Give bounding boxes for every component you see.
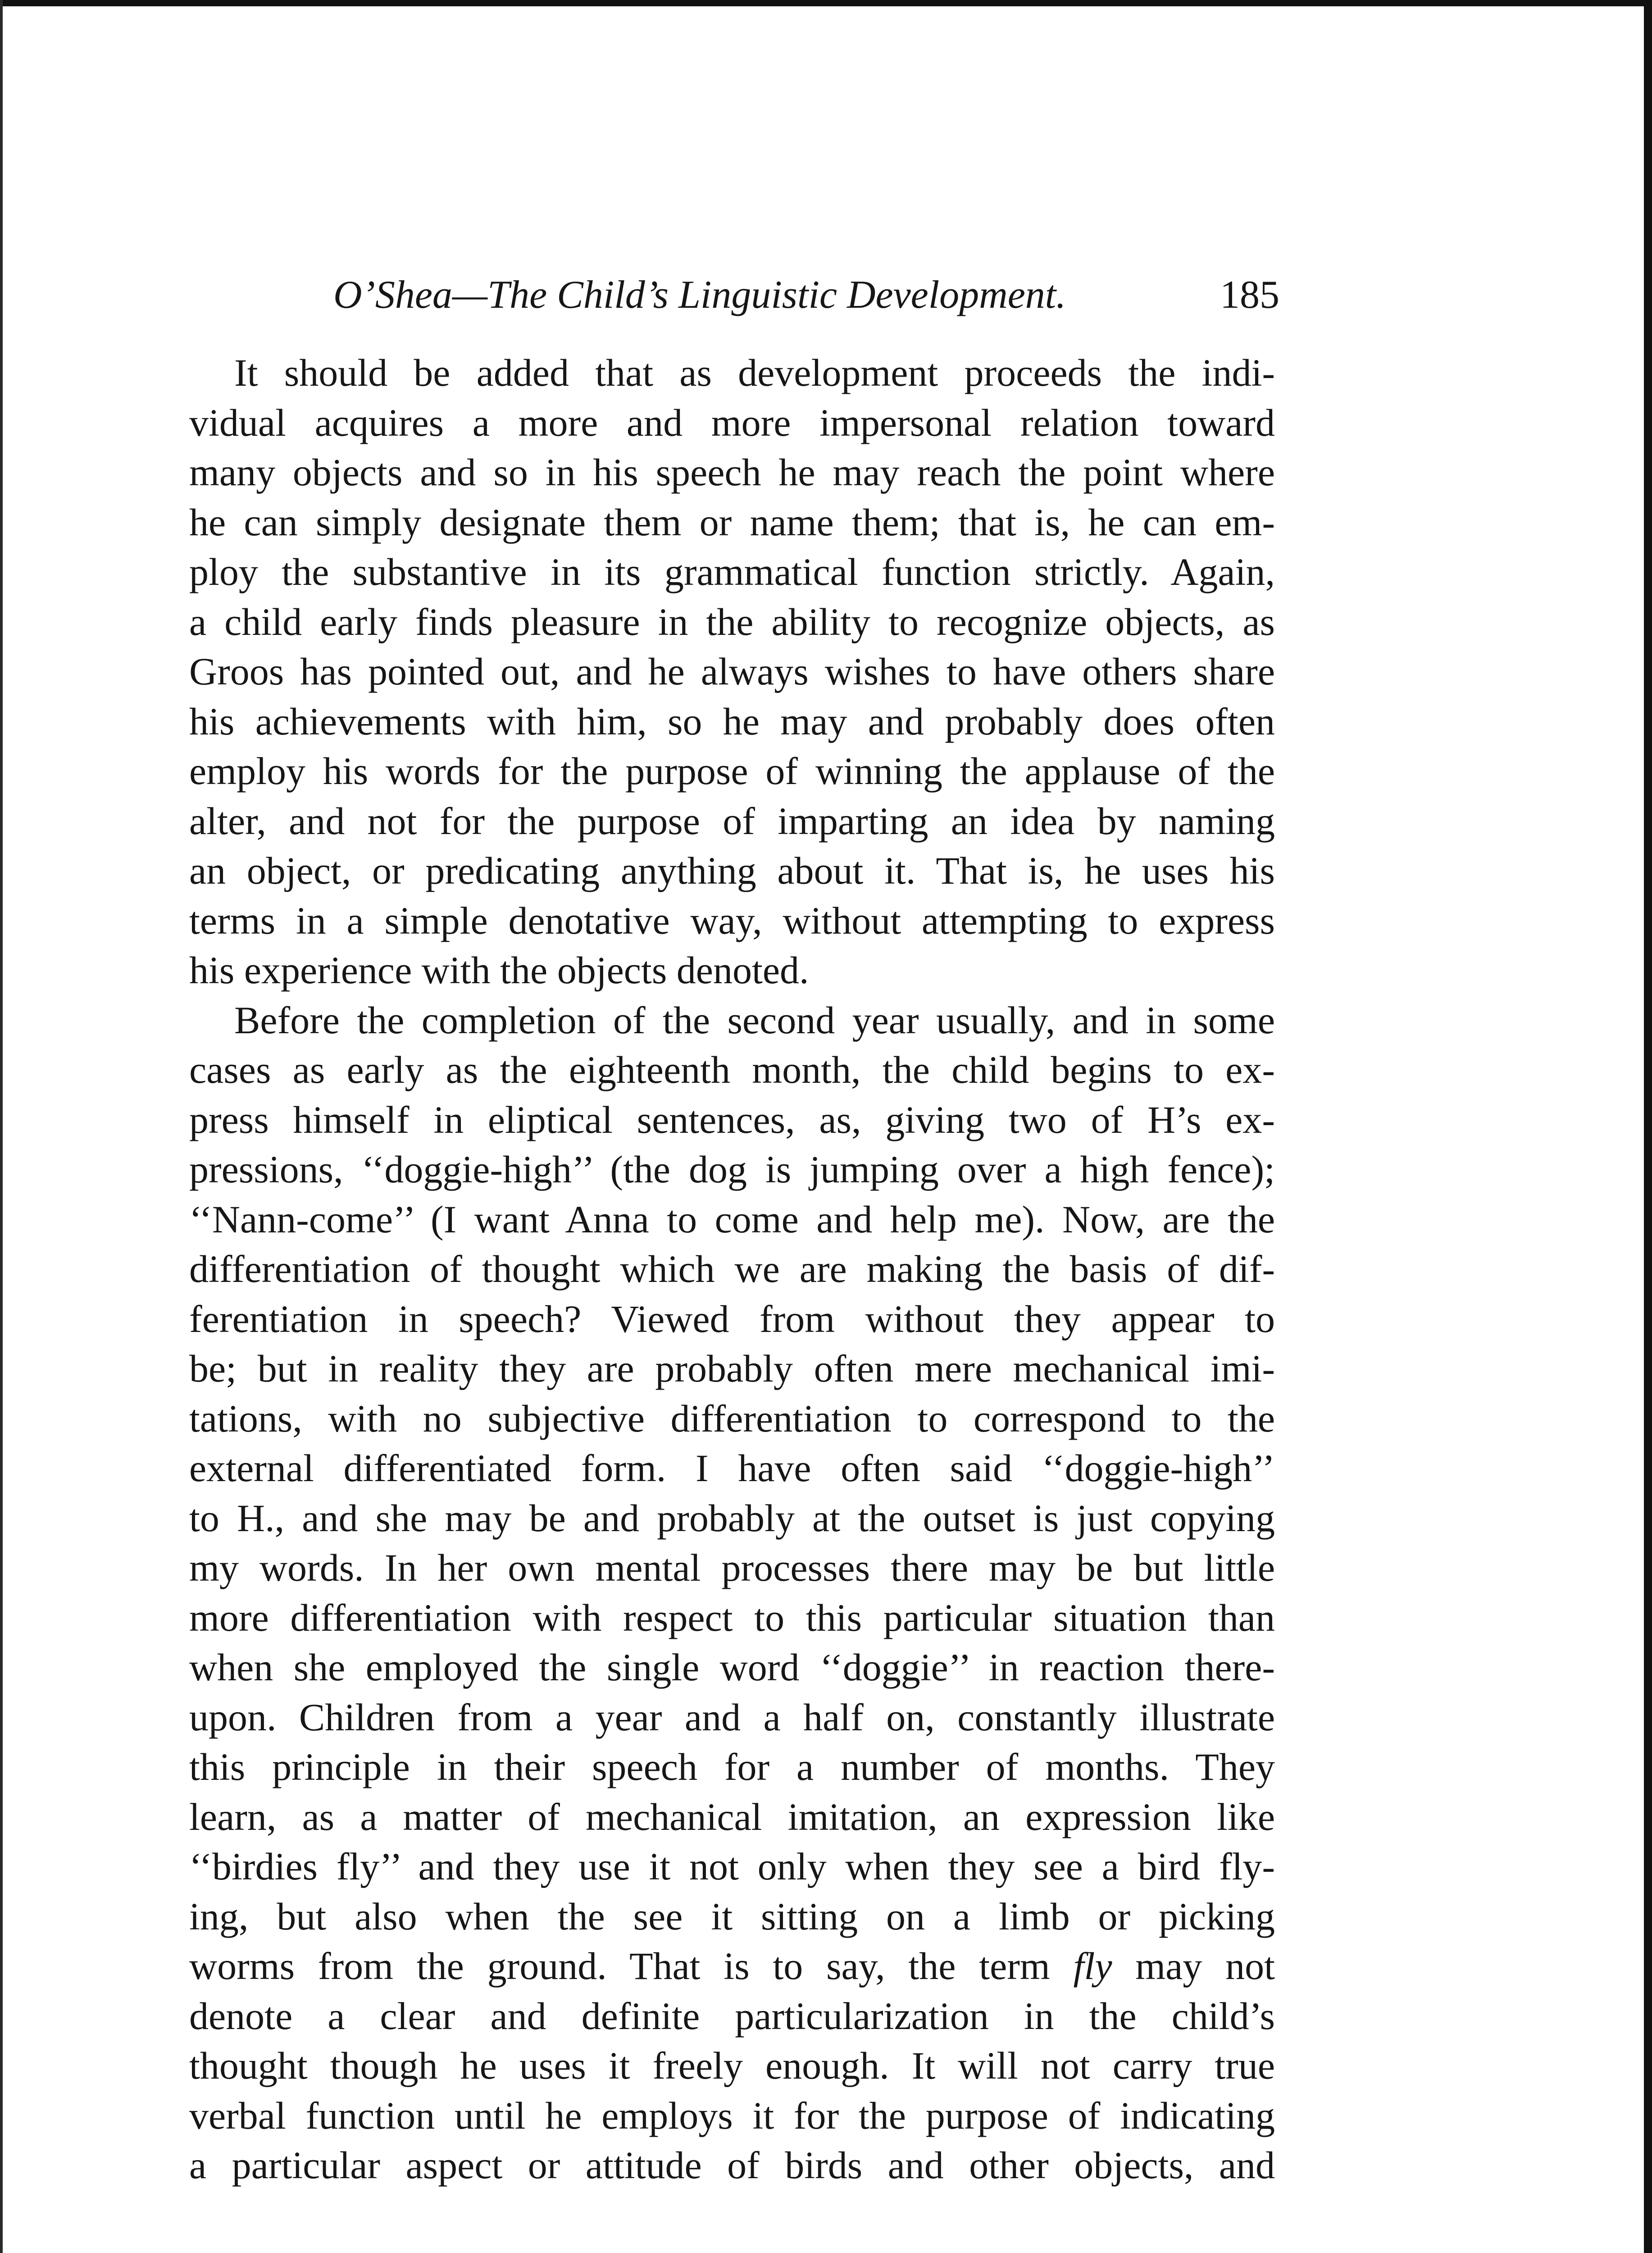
body-text: [189, 348, 1275, 2190]
text-line: his achievements with him, so he may and probably does often: [189, 699, 1275, 743]
text-line: differentiation of thought which we are making the basis of dif-: [189, 1247, 1275, 1291]
text-line: terms in a simple denotative way, without attempting to express: [189, 898, 1275, 942]
text-line: press himself in eliptical sentences, as, giving two of H’s ex-: [189, 1098, 1275, 1141]
text-line: be; but in reality they are probably often mere mechanical imi-: [189, 1347, 1275, 1390]
text-line: this principle in their speech for a number of months. They: [189, 1745, 1275, 1788]
text-line: more differentiation with respect to this particular situation than: [189, 1596, 1275, 1639]
text-line: my words. In her own mental processes there may be but little: [189, 1546, 1275, 1589]
text-line-with-italic: [189, 1941, 1275, 1991]
text-fragment: worms from the ground. That is to say, the term: [189, 1944, 1074, 1988]
text-line: upon. Children from a year and a half on, constantly illustrate: [189, 1695, 1275, 1739]
scan-edge-top: [0, 0, 1652, 6]
italic-term: fly: [1073, 1944, 1112, 1988]
text-line: denote a clear and definite particularization in the child’s: [189, 1994, 1275, 2038]
scan-edge-right: [1644, 0, 1652, 2253]
text-line: ‘‘Nann-come’’ (I want Anna to come and help me). Now, are the: [189, 1197, 1275, 1241]
text-line: he can simply designate them or name them; that is, he can em-: [189, 500, 1275, 544]
text-line: an object, or predicating anything about it. That is, he uses his: [189, 849, 1275, 892]
text-line: a particular aspect or attitude of birds and other objects, and: [189, 2144, 1275, 2187]
text-line: Before the completion of the second year usually, and in some: [234, 998, 1275, 1042]
text-line: vidual acquires a more and more impersonal relation toward: [189, 401, 1275, 444]
text-fragment: may not: [1112, 1944, 1275, 1988]
text-line: ploy the substantive in its grammatical function strictly. Again,: [189, 550, 1275, 593]
page-number: 185: [1220, 273, 1279, 317]
text-line: ‘‘birdies fly’’ and they use it not only when they see a bird fly-: [189, 1845, 1275, 1888]
text-line: pressions, ‘‘doggie-high’’ (the dog is jumping over a high fence);: [189, 1148, 1275, 1191]
text-line: learn, as a matter of mechanical imitation, an expression like: [189, 1795, 1275, 1838]
paragraph-1: [189, 348, 1275, 995]
text-line: thought though he uses it freely enough. It will not carry true: [189, 2044, 1275, 2087]
text-line: tations, with no subjective differentiation to correspond to the: [189, 1396, 1275, 1440]
text-line: alter, and not for the purpose of imparting an idea by naming: [189, 799, 1275, 843]
running-head: [333, 266, 1279, 324]
text-line: employ his words for the purpose of winning the applause of the: [189, 749, 1275, 793]
text-line: It should be added that as development proceeds the indi-: [234, 351, 1275, 394]
scan-edge-left: [0, 0, 3, 2253]
text-line: ing, but also when the see it sitting on a limb or picking: [189, 1894, 1275, 1938]
text-line: external differentiated form. I have often said ‘‘doggie-high’’: [189, 1446, 1275, 1490]
text-line: when she employed the single word ‘‘doggie’’ in reaction there-: [189, 1646, 1275, 1689]
text-line: cases as early as the eighteenth month, the child begins to ex-: [189, 1048, 1275, 1091]
text-line: many objects and so in his speech he may reach the point where: [189, 451, 1275, 494]
text-line: his experience with the objects denoted.: [189, 949, 809, 992]
text-line: a child early finds pleasure in the ability to recognize objects, as: [189, 600, 1275, 643]
running-title: O’Shea—The Child’s Linguistic Development.: [333, 273, 1066, 317]
paragraph-2: [189, 995, 1275, 2190]
text-line: verbal function until he employs it for the purpose of indicating: [189, 2093, 1275, 2137]
text-line: Groos has pointed out, and he always wishes to have others share: [189, 650, 1275, 693]
text-line: to H., and she may be and probably at the outset is just copying: [189, 1496, 1275, 1540]
text-line: ferentiation in speech? Viewed from without they appear to: [189, 1297, 1275, 1341]
